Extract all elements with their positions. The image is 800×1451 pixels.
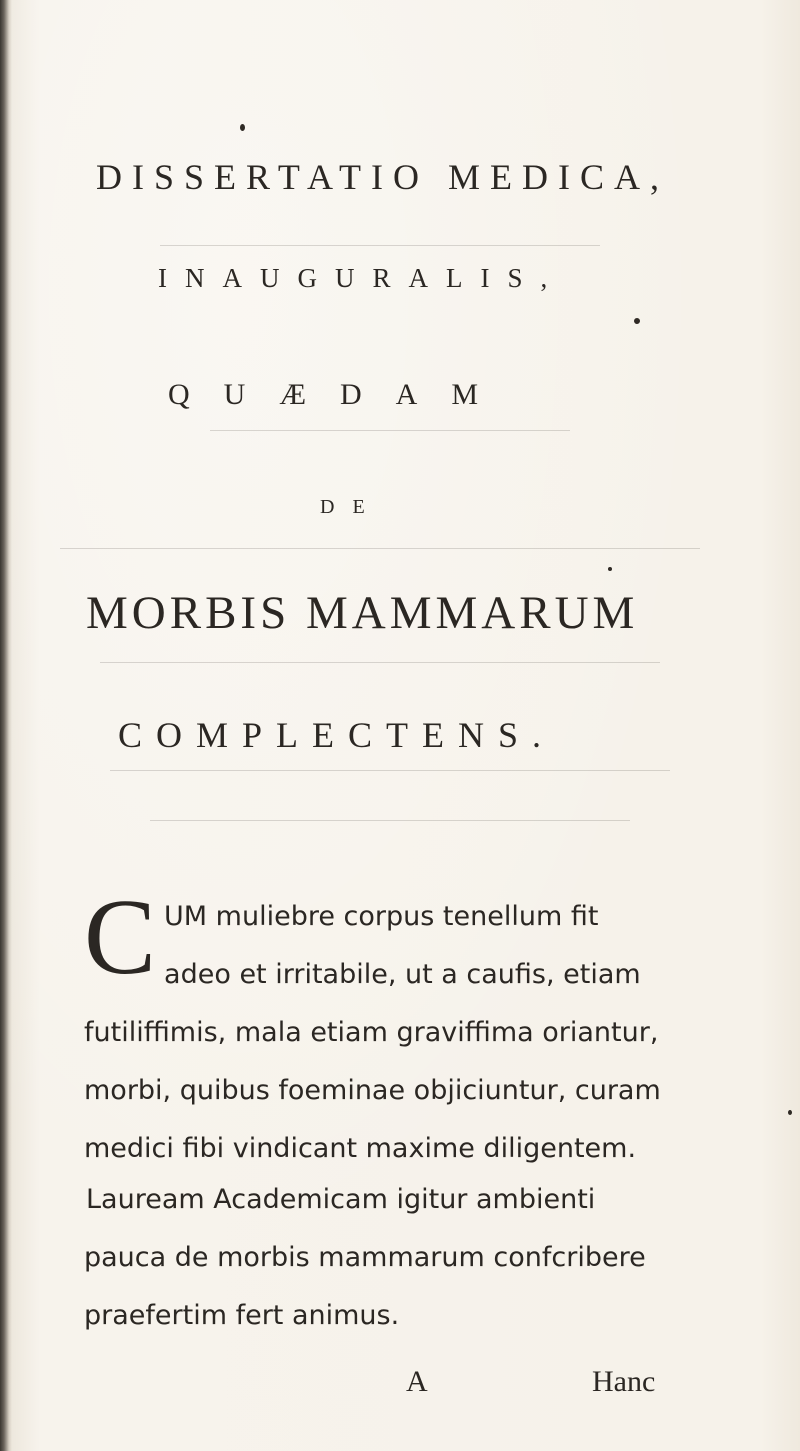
paragraph-line: UM muliebre corpus tenellum fit: [164, 901, 599, 932]
ink-speck: [788, 1110, 792, 1115]
title-line-2: INAUGURALIS,: [158, 263, 566, 293]
binding-edge: [0, 0, 12, 1451]
bleed-through-line: [100, 662, 660, 663]
title-line-6: COMPLECTENS.: [118, 715, 556, 755]
paragraph-line: pauca de morbis mammarum confcribere: [84, 1242, 646, 1273]
paragraph-line: morbi, quibus foeminae objiciuntur, curam: [84, 1075, 661, 1106]
drop-cap: C: [84, 878, 157, 997]
paragraph-line: Lauream Academicam igitur ambienti: [86, 1184, 596, 1215]
title-line-1: DISSERTATIO MEDICA,: [96, 157, 669, 197]
title-line-4: DE: [320, 496, 383, 518]
paragraph-line: adeo et irritabile, ut a caufis, etiam: [164, 959, 641, 990]
paragraph-line: futiliffimis, mala etiam graviffima oriantur,: [84, 1017, 659, 1048]
ink-speck: [634, 318, 640, 324]
bleed-through-line: [160, 245, 600, 246]
bleed-through-line: [60, 548, 700, 549]
paragraph-2: [84, 1171, 744, 1345]
paragraph-line: medici fibi vindicant maxime diligentem.: [84, 1133, 637, 1164]
ink-speck: [240, 124, 245, 131]
signature-mark: A: [406, 1365, 428, 1398]
title-line-3: QUÆDAM: [168, 378, 513, 411]
bleed-through-line: [150, 820, 630, 821]
paragraph-line: praefertim fert animus.: [84, 1300, 400, 1331]
catchword: Hanc: [592, 1365, 656, 1398]
title-line-5: MORBIS MAMMARUM: [86, 587, 639, 639]
bleed-through-line: [110, 770, 670, 771]
ink-speck: [608, 567, 612, 571]
paragraph-1: [84, 878, 744, 1178]
bleed-through-line: [210, 430, 570, 431]
